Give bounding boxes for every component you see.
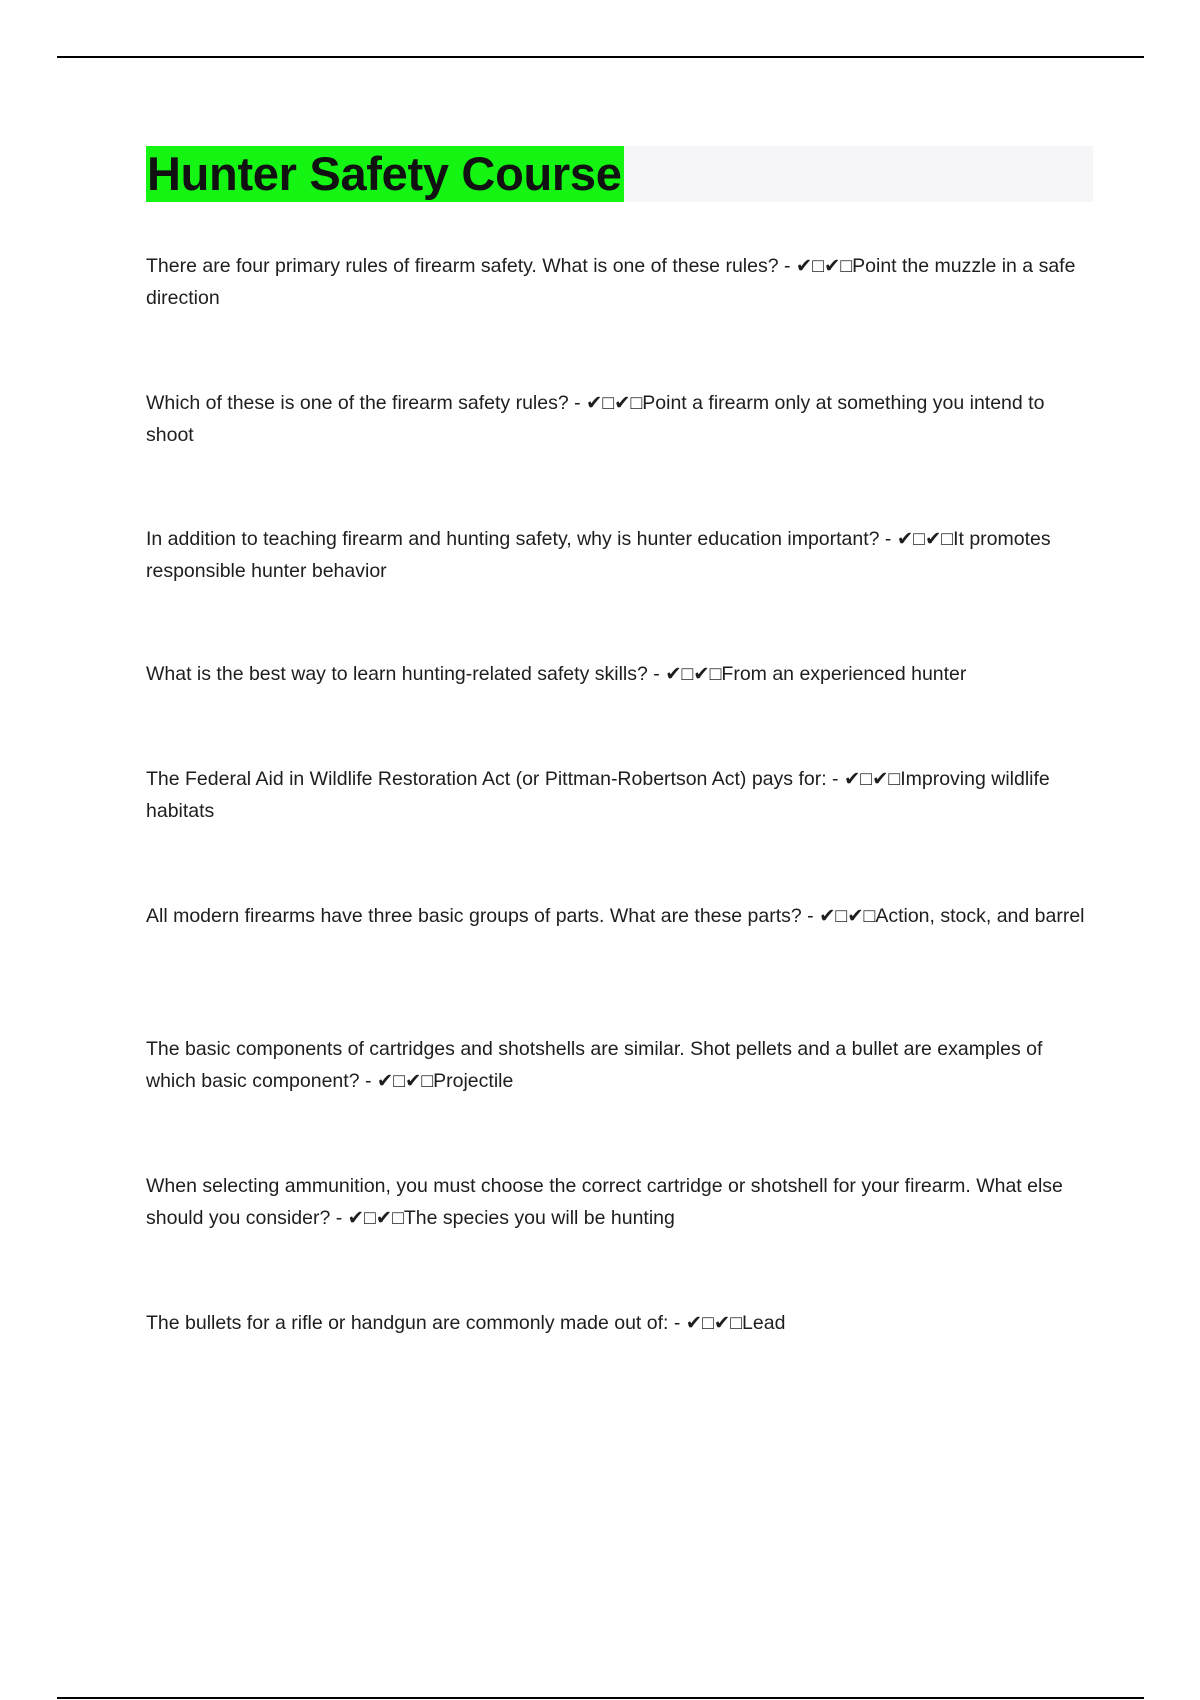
qa-item-7 [146, 1033, 1096, 1097]
answer-marker: ✔□✔□ [586, 392, 643, 414]
question-text: In addition to teaching firearm and hunting safety, why is hunter education important? [146, 528, 880, 550]
qa-item-4 [146, 658, 1096, 690]
question-text: The bullets for a rifle or handgun are commonly made out of: [146, 1312, 669, 1334]
separator: - [568, 392, 587, 414]
separator: - [801, 905, 820, 927]
answer-marker: ✔□✔□ [795, 255, 853, 277]
answer-text: The species you will be hunting [403, 1207, 675, 1229]
qa-item-6 [146, 900, 1096, 932]
answer-marker: ✔□✔□ [347, 1207, 404, 1229]
question-text: The basic components of cartridges and shotshells are similar. Shot pellets and a bullet are examples of which basic component? [146, 1038, 1043, 1092]
top-rule [57, 56, 1144, 58]
qa-item-5 [146, 763, 1096, 827]
separator: - [359, 1070, 377, 1092]
separator: - [668, 1312, 686, 1334]
qa-item-1 [146, 250, 1096, 314]
separator: - [647, 663, 666, 685]
answer-text: Lead [742, 1312, 786, 1334]
answer-text: Improving wildlife habitats [146, 768, 1050, 822]
answer-marker: ✔□✔□ [819, 905, 876, 927]
answer-marker: ✔□✔□ [376, 1070, 434, 1092]
page-title: Hunter Safety Course [147, 147, 622, 200]
answer-text: From an experienced hunter [721, 663, 967, 685]
qa-item-9 [146, 1307, 1096, 1339]
separator: - [778, 255, 796, 277]
answer-marker: ✔□✔□ [896, 528, 954, 550]
qa-item-2 [146, 387, 1096, 451]
separator: - [330, 1207, 348, 1229]
question-text: What is the best way to learn hunting-related safety skills? [146, 663, 648, 685]
answer-marker: ✔□✔□ [665, 663, 722, 685]
separator: - [879, 528, 897, 550]
question-text: The Federal Aid in Wildlife Restoration Act (or Pittman-Robertson Act) pays for: [146, 768, 827, 790]
answer-text: It promotes responsible hunter behavior [146, 528, 1051, 582]
answer-text: Point a firearm only at something you intend to shoot [146, 392, 1045, 446]
answer-text: Projectile [433, 1070, 514, 1092]
answer-text: Point the muzzle in a safe direction [146, 255, 1076, 309]
qa-item-3 [146, 523, 1096, 587]
answer-text: Action, stock, and barrel [875, 905, 1085, 927]
answer-marker: ✔□✔□ [685, 1312, 743, 1334]
qa-item-8 [146, 1170, 1096, 1234]
bottom-rule [57, 1697, 1144, 1699]
question-text: All modern firearms have three basic groups of parts. What are these parts? [146, 905, 802, 927]
question-text: When selecting ammunition, you must choose the correct cartridge or shotshell for your firearm. What else should you consider? [146, 1175, 1063, 1229]
question-text: There are four primary rules of firearm safety. What is one of these rules? [146, 255, 779, 277]
separator: - [826, 768, 844, 790]
question-text: Which of these is one of the firearm safety rules? [146, 392, 569, 414]
answer-marker: ✔□✔□ [843, 768, 901, 790]
